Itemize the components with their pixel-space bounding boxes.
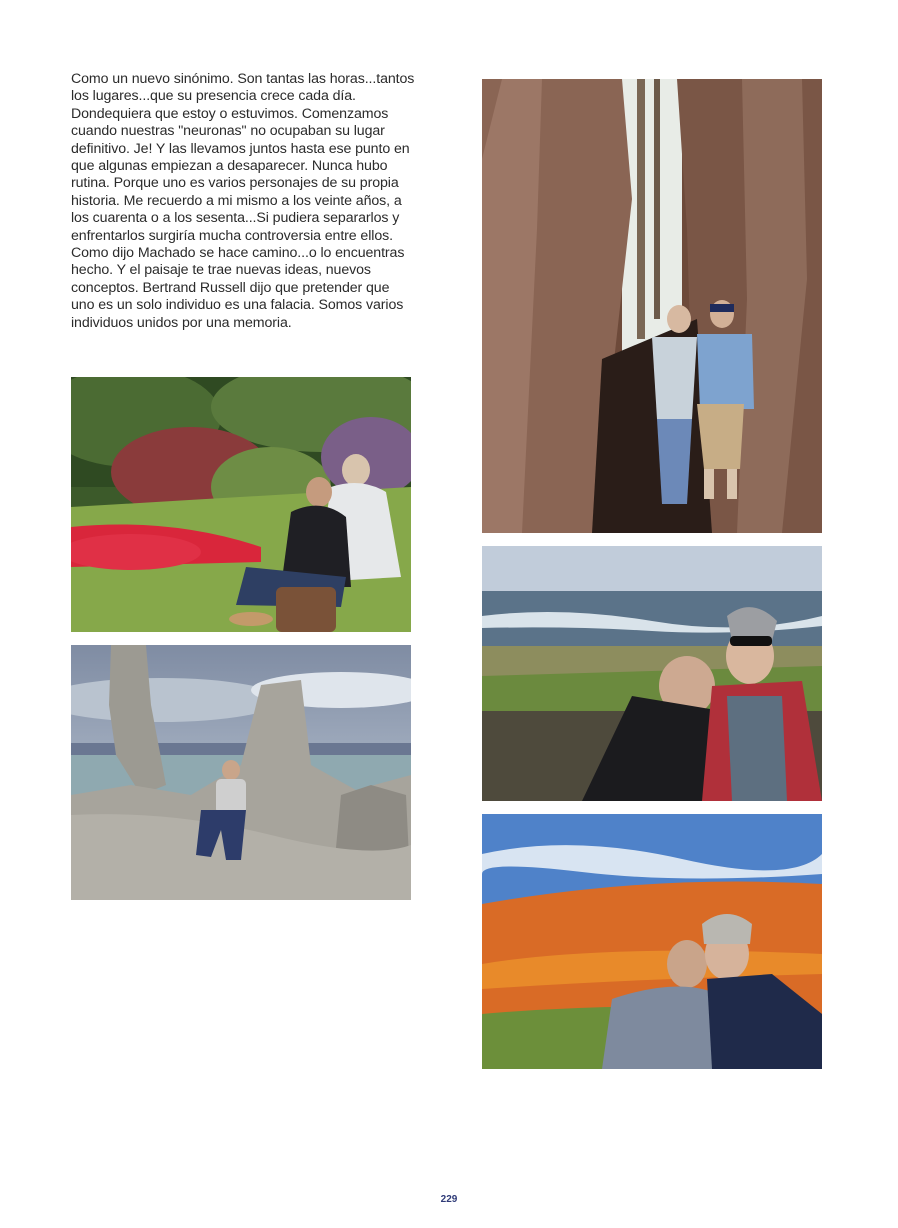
page-number: 229: [440, 1194, 458, 1205]
body-paragraph: Como un nuevo sinónimo. Son tantas las horas...tantos los lugares...que su presencia crece cada día. Dondequiera que estoy o estuvimos. Comenzamos cuando nuestras "neuronas" no ocupaban su lugar definitivo. Je! Y las llevamos juntos hasta ese punto en que algunas empiezan a desaparecer. Nunca hubo rutina. Porque uno es varios personajes de su propia historia. Me recuerdo a mi mismo a los veinte años, a los cuarenta o a los sesenta...Si pudiera separarlos y enfrentarlos surgiría mucha controversia entre ellos. Como dijo Machado se hace camino...o lo encuentras hecho. Y el paisaje te trae nuevas ideas, nuevos conceptos. Bertrand Russell dijo que pretender que uno es un solo individuo es una falacia. Somos varios individuos unidos por una memoria.: [71, 71, 415, 331]
photo-garden-couple: [71, 377, 411, 632]
photo-coast-couple: [482, 546, 822, 801]
photo-poppy-couple: [482, 814, 822, 1069]
photo-redwood-couple: [482, 79, 822, 533]
photo-tufa-rocks: [71, 645, 411, 900]
